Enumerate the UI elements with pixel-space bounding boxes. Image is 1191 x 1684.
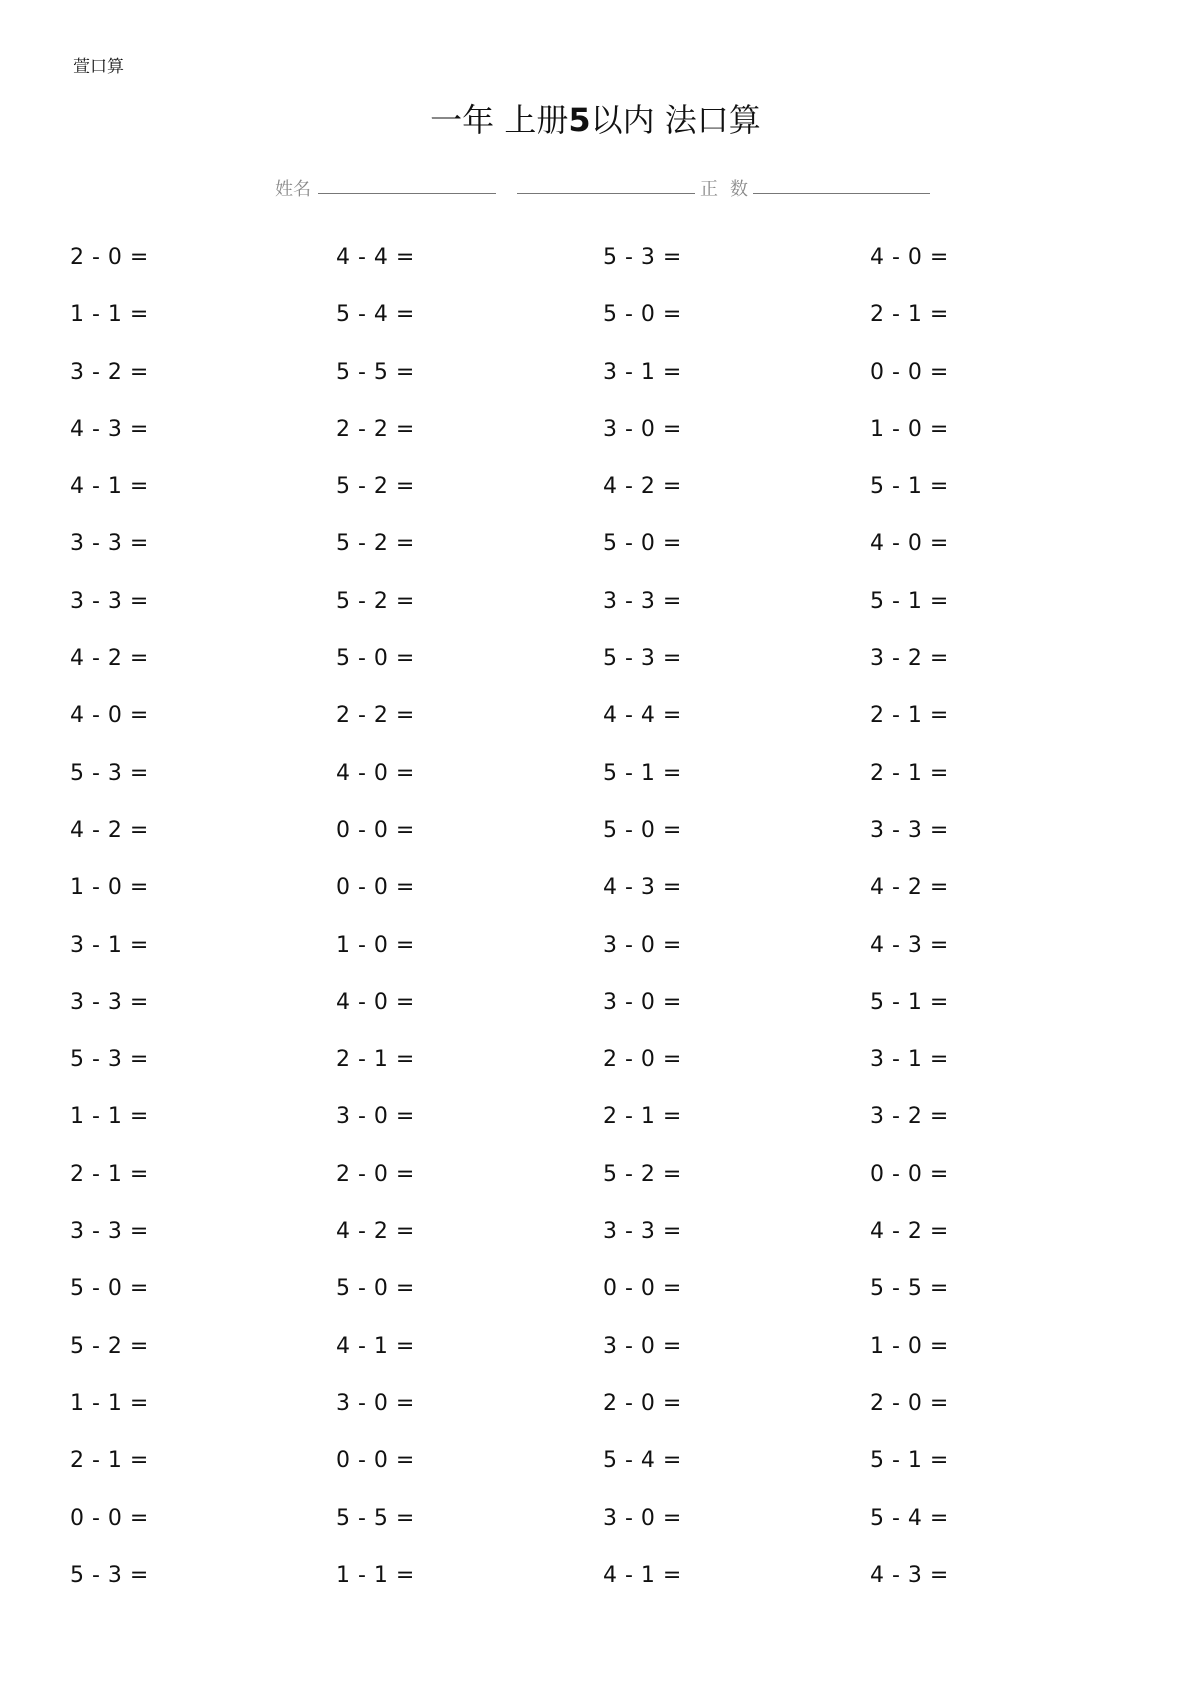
problem-row	[0, 1047, 1191, 1104]
problem-row	[0, 245, 1191, 302]
problem-item: 2 - 1 =	[870, 703, 949, 729]
problem-item: 4 - 2 =	[870, 1219, 949, 1245]
problem-item: 4 - 2 =	[336, 1219, 415, 1245]
problem-row	[0, 1391, 1191, 1448]
problem-item: 4 - 1 =	[603, 1562, 682, 1588]
problem-item: 4 - 0 =	[70, 703, 149, 729]
problem-item: 3 - 1 =	[870, 1047, 949, 1073]
problem-item: 3 - 1 =	[70, 932, 149, 958]
problem-item: 2 - 1 =	[70, 1448, 149, 1474]
problem-item: 0 - 0 =	[336, 875, 415, 901]
problem-item: 1 - 0 =	[870, 1333, 949, 1359]
problem-item: 4 - 0 =	[336, 989, 415, 1015]
problem-item: 4 - 2 =	[870, 875, 949, 901]
problem-item: 5 - 3 =	[603, 245, 682, 270]
problem-item: 3 - 0 =	[603, 1333, 682, 1359]
problem-item: 2 - 1 =	[870, 760, 949, 786]
problem-item: 4 - 3 =	[870, 932, 949, 958]
problem-item: 5 - 1 =	[603, 760, 682, 786]
problem-item: 1 - 0 =	[70, 875, 149, 901]
problem-row	[0, 761, 1191, 818]
title-number: 5	[568, 101, 591, 139]
problem-item: 5 - 2 =	[336, 474, 415, 500]
problem-row	[0, 1162, 1191, 1219]
problem-item: 3 - 3 =	[70, 989, 149, 1015]
problem-row	[0, 360, 1191, 417]
problem-item: 5 - 0 =	[603, 817, 682, 843]
name-input-line[interactable]	[318, 193, 496, 194]
problem-item: 5 - 0 =	[336, 1276, 415, 1302]
problem-item: 5 - 1 =	[870, 1448, 949, 1474]
problem-item: 5 - 0 =	[603, 302, 682, 328]
problem-item: 3 - 0 =	[603, 1505, 682, 1531]
problem-item: 4 - 1 =	[70, 474, 149, 500]
problem-item: 2 - 0 =	[603, 1047, 682, 1073]
problem-item: 3 - 3 =	[70, 588, 149, 614]
student-info-fields	[0, 175, 1191, 205]
problem-item: 3 - 3 =	[603, 1219, 682, 1245]
problem-item: 4 - 1 =	[336, 1333, 415, 1359]
problem-item: 0 - 0 =	[336, 817, 415, 843]
problem-item: 4 - 4 =	[603, 703, 682, 729]
problem-item: 2 - 2 =	[336, 416, 415, 442]
problem-row	[0, 703, 1191, 760]
problem-item: 5 - 3 =	[70, 1047, 149, 1073]
title-part-2: 以内 法口算	[590, 101, 761, 139]
problem-item: 4 - 0 =	[870, 245, 949, 270]
problem-item: 5 - 3 =	[603, 646, 682, 672]
problem-item: 4 - 3 =	[70, 416, 149, 442]
problem-row	[0, 646, 1191, 703]
problem-row	[0, 1219, 1191, 1276]
problem-item: 4 - 0 =	[870, 531, 949, 557]
problem-item: 0 - 0 =	[603, 1276, 682, 1302]
problem-row	[0, 417, 1191, 474]
problem-item: 5 - 2 =	[336, 588, 415, 614]
problem-item: 3 - 2 =	[870, 646, 949, 672]
problem-row	[0, 1563, 1191, 1620]
problem-item: 0 - 0 =	[870, 1161, 949, 1187]
problem-grid	[0, 245, 1191, 1620]
score-label-part-1: 正	[700, 179, 718, 200]
problem-item: 5 - 4 =	[336, 302, 415, 328]
problem-item: 2 - 1 =	[870, 302, 949, 328]
header-label: 萱口算	[73, 57, 124, 77]
problem-item: 3 - 2 =	[870, 1104, 949, 1130]
problem-item: 0 - 0 =	[336, 1448, 415, 1474]
problem-item: 4 - 3 =	[603, 875, 682, 901]
problem-row	[0, 302, 1191, 359]
problem-item: 5 - 3 =	[70, 760, 149, 786]
problem-item: 5 - 4 =	[603, 1448, 682, 1474]
problem-item: 2 - 0 =	[603, 1390, 682, 1416]
problem-item: 1 - 1 =	[70, 1104, 149, 1130]
problem-item: 4 - 2 =	[603, 474, 682, 500]
problem-item: 3 - 1 =	[603, 359, 682, 385]
problem-item: 5 - 0 =	[336, 646, 415, 672]
problem-item: 2 - 1 =	[70, 1161, 149, 1187]
score-input-line[interactable]	[753, 193, 930, 194]
problem-item: 0 - 0 =	[70, 1505, 149, 1531]
problem-item: 1 - 1 =	[336, 1562, 415, 1588]
problem-item: 2 - 1 =	[336, 1047, 415, 1073]
problem-item: 3 - 3 =	[603, 588, 682, 614]
problem-item: 2 - 1 =	[603, 1104, 682, 1130]
problem-item: 4 - 0 =	[336, 760, 415, 786]
problem-item: 3 - 0 =	[336, 1390, 415, 1416]
problem-item: 4 - 4 =	[336, 245, 415, 270]
problem-item: 5 - 1 =	[870, 474, 949, 500]
problem-item: 5 - 1 =	[870, 989, 949, 1015]
problem-item: 4 - 2 =	[70, 817, 149, 843]
problem-item: 1 - 0 =	[336, 932, 415, 958]
problem-row	[0, 1506, 1191, 1563]
problem-item: 3 - 0 =	[336, 1104, 415, 1130]
page-title	[0, 95, 1191, 141]
problem-item: 4 - 2 =	[70, 646, 149, 672]
problem-item: 5 - 5 =	[336, 359, 415, 385]
problem-item: 5 - 4 =	[870, 1505, 949, 1531]
problem-row	[0, 531, 1191, 588]
problem-item: 3 - 2 =	[70, 359, 149, 385]
problem-item: 3 - 0 =	[603, 416, 682, 442]
problem-row	[0, 933, 1191, 990]
problem-item: 5 - 2 =	[603, 1161, 682, 1187]
problem-row	[0, 589, 1191, 646]
problem-item: 3 - 0 =	[603, 932, 682, 958]
title-part-1: 一年 上册	[430, 101, 569, 139]
problem-row	[0, 818, 1191, 875]
problem-item: 2 - 0 =	[70, 245, 149, 270]
problem-item: 2 - 0 =	[336, 1161, 415, 1187]
problem-item: 5 - 2 =	[336, 531, 415, 557]
problem-row	[0, 1448, 1191, 1505]
problem-row	[0, 875, 1191, 932]
problem-item: 2 - 2 =	[336, 703, 415, 729]
problem-item: 5 - 1 =	[870, 588, 949, 614]
problem-row	[0, 474, 1191, 531]
blank-input-line[interactable]	[517, 193, 695, 194]
problem-row	[0, 1334, 1191, 1391]
problem-item: 4 - 3 =	[870, 1562, 949, 1588]
name-label: 姓名	[275, 179, 311, 200]
problem-item: 5 - 5 =	[336, 1505, 415, 1531]
problem-item: 1 - 0 =	[870, 416, 949, 442]
problem-row	[0, 1276, 1191, 1333]
problem-item: 3 - 3 =	[70, 531, 149, 557]
problem-item: 5 - 0 =	[603, 531, 682, 557]
problem-item: 5 - 2 =	[70, 1333, 149, 1359]
problem-item: 5 - 0 =	[70, 1276, 149, 1302]
problem-item: 3 - 3 =	[70, 1219, 149, 1245]
score-label-part-2: 数	[730, 179, 748, 200]
problem-row	[0, 1104, 1191, 1161]
problem-item: 5 - 3 =	[70, 1562, 149, 1588]
problem-row	[0, 990, 1191, 1047]
problem-item: 2 - 0 =	[870, 1390, 949, 1416]
problem-item: 3 - 3 =	[870, 817, 949, 843]
problem-item: 1 - 1 =	[70, 302, 149, 328]
problem-item: 0 - 0 =	[870, 359, 949, 385]
problem-item: 1 - 1 =	[70, 1390, 149, 1416]
problem-item: 3 - 0 =	[603, 989, 682, 1015]
score-label	[700, 175, 748, 201]
problem-item: 5 - 5 =	[870, 1276, 949, 1302]
